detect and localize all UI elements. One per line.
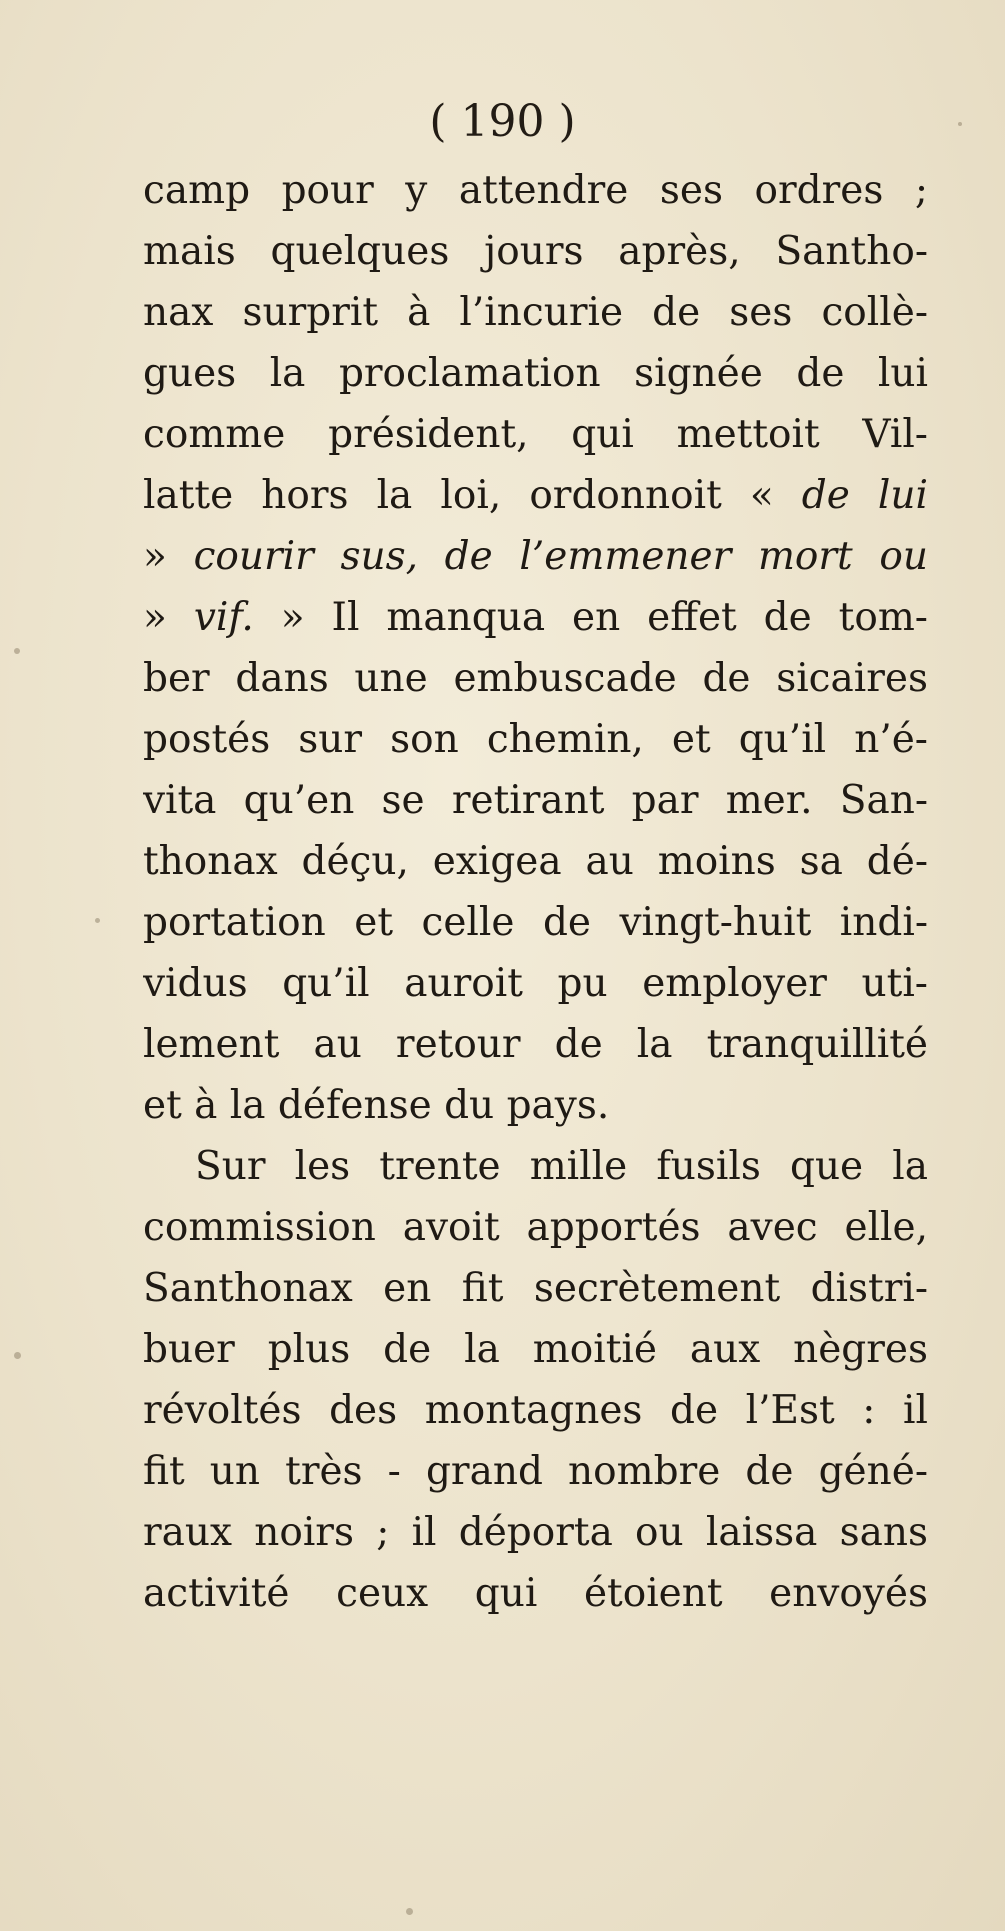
line-text: » Il manqua en effet de tom- xyxy=(253,595,928,640)
text-line xyxy=(143,221,928,282)
line-text: latte hors la loi, ordonnoit « xyxy=(143,473,802,518)
line-text: Sur les trente mille fusils que la xyxy=(195,1144,928,1189)
text-line xyxy=(143,770,928,831)
paper-speck xyxy=(14,1352,21,1359)
line-text: gues la proclamation signée de lui xyxy=(143,351,928,396)
line-text: ber dans une embuscade de sicaires xyxy=(143,656,928,701)
line-text: nax surprit à l’incurie de ses collè- xyxy=(143,290,928,335)
text-line xyxy=(143,1075,928,1136)
text-line xyxy=(143,1502,928,1563)
text-line xyxy=(143,1014,928,1075)
page-number: ( 190 ) xyxy=(429,96,576,147)
body-text xyxy=(143,160,928,1624)
text-line xyxy=(143,160,928,221)
text-line xyxy=(143,1258,928,1319)
text-line xyxy=(143,1441,928,1502)
line-text: activité ceux qui étoient envoyés xyxy=(143,1571,928,1616)
text-line xyxy=(143,404,928,465)
line-text: commission avoit apportés avec elle, xyxy=(143,1205,928,1250)
text-line xyxy=(143,465,928,526)
line-text: raux noirs ; il déporta ou laissa sans xyxy=(143,1510,928,1555)
text-line xyxy=(143,282,928,343)
text-line xyxy=(143,1563,928,1624)
line-text: postés sur son chemin, et qu’il n’é- xyxy=(143,717,928,762)
paper-speck xyxy=(95,918,100,923)
line-text: vita qu’en se retirant par mer. San- xyxy=(143,778,928,823)
text-line xyxy=(143,1136,928,1197)
line-text: et à la défense du pays. xyxy=(143,1083,610,1128)
paper-speck xyxy=(406,1908,413,1915)
line-text: révoltés des montagnes de l’Est : il xyxy=(143,1388,928,1433)
line-text: » xyxy=(143,595,194,640)
text-line xyxy=(143,587,928,648)
line-text: mais quelques jours après, Santho- xyxy=(143,229,928,274)
line-text: buer plus de la moitié aux nègres xyxy=(143,1327,928,1372)
text-line xyxy=(143,1197,928,1258)
text-line xyxy=(143,648,928,709)
text-line xyxy=(143,831,928,892)
text-line xyxy=(143,343,928,404)
paper-speck xyxy=(958,122,962,126)
text-line xyxy=(143,953,928,1014)
line-text: fit un très - grand nombre de géné- xyxy=(143,1449,928,1494)
line-text: portation et celle de vingt-huit indi- xyxy=(143,900,928,945)
line-text: thonax déçu, exigea au moins sa dé- xyxy=(143,839,928,884)
text-line xyxy=(143,1380,928,1441)
text-line xyxy=(143,526,928,587)
paper-speck xyxy=(14,648,20,654)
text-line xyxy=(143,709,928,770)
line-text: Santhonax en fit secrètement distri- xyxy=(143,1266,928,1311)
line-text: lement au retour de la tranquillité xyxy=(143,1022,928,1067)
line-text: vidus qu’il auroit pu employer uti- xyxy=(143,961,928,1006)
italic-quote-text: vif. xyxy=(193,595,254,640)
text-line xyxy=(143,1319,928,1380)
italic-quote-text: courir sus, de l’emmener mort ou xyxy=(193,534,928,579)
line-text: » xyxy=(143,534,194,579)
line-text: camp pour y attendre ses ordres ; xyxy=(143,168,928,213)
text-line xyxy=(143,892,928,953)
line-text: comme président, qui mettoit Vil- xyxy=(143,412,928,457)
italic-quote-text: de lui xyxy=(801,473,928,518)
